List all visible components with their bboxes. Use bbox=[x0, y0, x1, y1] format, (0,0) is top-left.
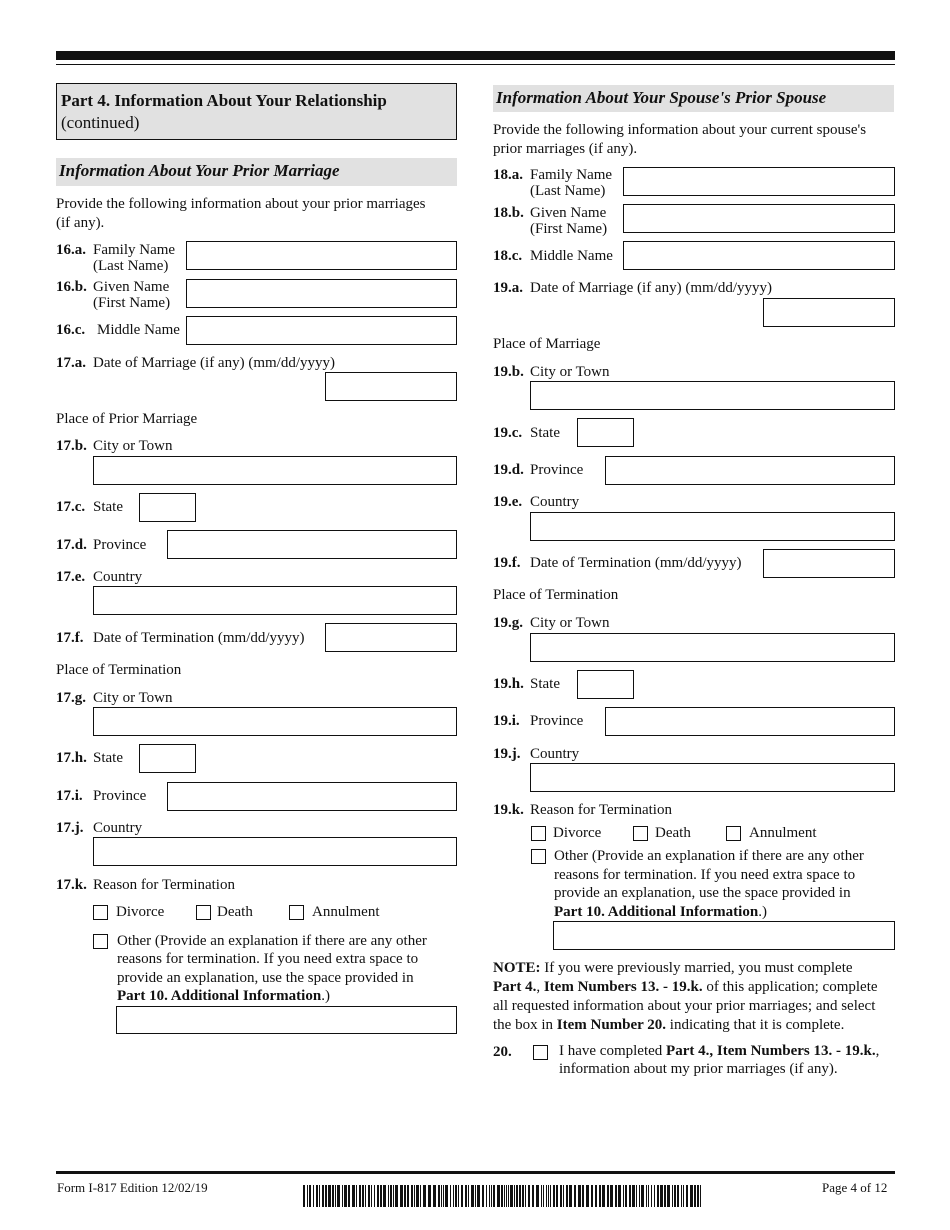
barcode-bar bbox=[471, 1185, 474, 1207]
barcode-bar bbox=[566, 1185, 568, 1207]
barcode-bar bbox=[335, 1185, 336, 1207]
barcode-bar bbox=[477, 1185, 480, 1207]
barcode-bar bbox=[599, 1185, 601, 1207]
barcode-bar bbox=[458, 1185, 459, 1207]
part-subtitle: (continued) bbox=[61, 113, 140, 132]
barcode-bar bbox=[416, 1185, 419, 1207]
barcode-bar bbox=[694, 1185, 696, 1207]
item-number: 19.g. bbox=[493, 615, 523, 631]
field-label: Date of Termination (mm/dd/yyyy) bbox=[93, 630, 305, 646]
item-number: 17.j. bbox=[56, 820, 84, 836]
field-label: City or Town bbox=[530, 615, 610, 631]
subsection-label: Place of Marriage bbox=[493, 336, 601, 352]
field-label: Country bbox=[530, 746, 580, 762]
intro-line: (if any). bbox=[56, 215, 105, 231]
barcode-bar bbox=[654, 1185, 655, 1207]
barcode-bar bbox=[632, 1185, 635, 1207]
subsection-label: Place of Termination bbox=[493, 587, 619, 603]
barcode-bar bbox=[690, 1185, 693, 1207]
item-number: 16.c. bbox=[56, 322, 86, 338]
barcode-bar bbox=[313, 1185, 314, 1207]
barcode-bar bbox=[380, 1185, 382, 1207]
checkbox-label: Death bbox=[655, 825, 691, 841]
field-label: Reason for Termination bbox=[93, 877, 235, 893]
barcode-bar bbox=[657, 1185, 659, 1207]
barcode-bar bbox=[325, 1185, 327, 1207]
spouse-termination-state-input[interactable] bbox=[577, 670, 634, 699]
state-input[interactable] bbox=[139, 493, 196, 522]
field-label: Province bbox=[93, 788, 147, 804]
city-input[interactable] bbox=[93, 456, 457, 485]
completed-text: information about my prior marriages (if any). bbox=[559, 1061, 838, 1077]
barcode-bar bbox=[506, 1185, 507, 1207]
field-label: Country bbox=[93, 820, 143, 836]
section-header-prior-marriage bbox=[56, 158, 457, 186]
barcode-bar bbox=[586, 1185, 589, 1207]
barcode-bar bbox=[660, 1185, 663, 1207]
barcode-bar bbox=[383, 1185, 386, 1207]
divorce-checkbox[interactable] bbox=[93, 905, 108, 920]
barcode-bar bbox=[393, 1185, 394, 1207]
barcode-bar bbox=[328, 1185, 331, 1207]
barcode-bar bbox=[344, 1185, 347, 1207]
barcode-bar bbox=[582, 1185, 584, 1207]
given-name-input[interactable] bbox=[186, 279, 457, 308]
barcode-bar bbox=[595, 1185, 597, 1207]
spouse-termination-country-input[interactable] bbox=[530, 763, 895, 792]
subsection-label: Place of Termination bbox=[56, 662, 182, 678]
other-text: Other (Provide an explanation if there are any other bbox=[117, 933, 427, 949]
item-number: 17.b. bbox=[56, 438, 87, 454]
barcode-bar bbox=[560, 1185, 562, 1207]
item-number: 16.b. bbox=[56, 279, 87, 295]
barcode-bar bbox=[407, 1185, 409, 1207]
barcode-bar bbox=[543, 1185, 544, 1207]
item-number: 19.h. bbox=[493, 676, 524, 692]
field-label: State bbox=[530, 425, 560, 441]
note-line: all requested information about your prior marriages; and select bbox=[493, 998, 876, 1014]
barcode-bar bbox=[648, 1185, 649, 1207]
item-number: 20. bbox=[493, 1044, 512, 1060]
spouse-death-checkbox[interactable] bbox=[633, 826, 648, 841]
item-number: 18.a. bbox=[493, 167, 523, 183]
barcode-bar bbox=[395, 1185, 398, 1207]
field-label: Middle Name bbox=[97, 322, 180, 338]
barcode-bar bbox=[368, 1185, 370, 1207]
barcode-bar bbox=[636, 1185, 637, 1207]
barcode-bar bbox=[332, 1185, 334, 1207]
barcode-bar bbox=[516, 1185, 518, 1207]
barcode-bar bbox=[563, 1185, 564, 1207]
checkbox-label: Divorce bbox=[553, 825, 602, 841]
barcode-bar bbox=[629, 1185, 631, 1207]
spouse-termination-city-input[interactable] bbox=[530, 633, 895, 662]
barcode-bar bbox=[371, 1185, 372, 1207]
barcode-bar bbox=[591, 1185, 593, 1207]
barcode-bar bbox=[664, 1185, 666, 1207]
barcode-bar bbox=[681, 1185, 682, 1207]
barcode-bar bbox=[404, 1185, 406, 1207]
barcode-bar bbox=[677, 1185, 679, 1207]
barcode-bar bbox=[528, 1185, 530, 1207]
barcode-bar bbox=[556, 1185, 558, 1207]
barcode-bar bbox=[686, 1185, 688, 1207]
field-label: Family Name bbox=[530, 167, 613, 183]
item-number: 17.i. bbox=[56, 788, 83, 804]
barcode-bar bbox=[433, 1185, 436, 1207]
barcode-bar bbox=[365, 1185, 366, 1207]
field-label: Province bbox=[93, 537, 147, 553]
barcode-bar bbox=[377, 1185, 379, 1207]
barcode-bar bbox=[428, 1185, 431, 1207]
barcode-bar bbox=[450, 1185, 451, 1207]
annulment-checkbox[interactable] bbox=[289, 905, 304, 920]
form-id: Form I-817 Edition 12/02/19 bbox=[57, 1180, 208, 1195]
barcode-bar bbox=[342, 1185, 343, 1207]
barcode-bar bbox=[550, 1185, 551, 1207]
field-label: Reason for Termination bbox=[530, 802, 672, 818]
item-number: 17.h. bbox=[56, 750, 87, 766]
item-number: 19.i. bbox=[493, 713, 520, 729]
termination-province-input[interactable] bbox=[167, 782, 457, 811]
barcode-bar bbox=[497, 1185, 500, 1207]
field-label: City or Town bbox=[530, 364, 610, 380]
barcode-bar bbox=[316, 1185, 318, 1207]
item-number: 19.a. bbox=[493, 280, 523, 296]
subsection-label: Place of Prior Marriage bbox=[56, 411, 198, 427]
item-number: 18.c. bbox=[493, 248, 523, 264]
barcode bbox=[303, 1185, 707, 1207]
spouse-other-explanation-input[interactable] bbox=[553, 921, 895, 950]
field-label: State bbox=[93, 750, 123, 766]
intro-line: prior marriages (if any). bbox=[493, 141, 638, 157]
item-number: 19.d. bbox=[493, 462, 524, 478]
spouse-termination-date-input[interactable] bbox=[763, 549, 895, 578]
barcode-bar bbox=[625, 1185, 627, 1207]
other-text: reasons for termination. If you need extra space to bbox=[117, 951, 419, 967]
barcode-bar bbox=[525, 1185, 526, 1207]
spouse-middle-name-input[interactable] bbox=[623, 241, 895, 270]
middle-name-input[interactable] bbox=[186, 316, 457, 345]
province-input[interactable] bbox=[167, 530, 457, 559]
field-label: Middle Name bbox=[530, 248, 613, 264]
barcode-bar bbox=[522, 1185, 524, 1207]
barcode-bar bbox=[337, 1185, 340, 1207]
barcode-bar bbox=[697, 1185, 699, 1207]
barcode-bar bbox=[667, 1185, 670, 1207]
barcode-bar bbox=[541, 1185, 542, 1207]
barcode-bar bbox=[352, 1185, 355, 1207]
barcode-bar bbox=[519, 1185, 521, 1207]
barcode-bar bbox=[641, 1185, 644, 1207]
field-label: Province bbox=[530, 713, 584, 729]
other-text: provide an explanation, use the space provided in bbox=[554, 885, 851, 901]
field-label: Given Name bbox=[530, 205, 607, 221]
barcode-bar bbox=[546, 1185, 547, 1207]
barcode-bar bbox=[465, 1185, 467, 1207]
item-number: 19.k. bbox=[493, 802, 524, 818]
checkbox-label: Divorce bbox=[116, 904, 165, 920]
field-label: Date of Marriage (if any) (mm/dd/yyyy) bbox=[93, 355, 335, 371]
item-number: 17.e. bbox=[56, 569, 86, 585]
field-label: Date of Termination (mm/dd/yyyy) bbox=[530, 555, 742, 571]
spouse-city-input[interactable] bbox=[530, 381, 895, 410]
item-number: 17.d. bbox=[56, 537, 87, 553]
barcode-bar bbox=[508, 1185, 509, 1207]
barcode-bar bbox=[532, 1185, 534, 1207]
barcode-bar bbox=[319, 1185, 320, 1207]
barcode-bar bbox=[501, 1185, 503, 1207]
other-text: provide an explanation, use the space provided in bbox=[117, 970, 414, 986]
barcode-bar bbox=[423, 1185, 426, 1207]
bottom-rule bbox=[56, 1171, 895, 1174]
field-label: City or Town bbox=[93, 438, 173, 454]
page-number: Page 4 of 12 bbox=[822, 1180, 888, 1195]
barcode-bar bbox=[574, 1185, 576, 1207]
field-label: Given Name bbox=[93, 279, 170, 295]
barcode-bar bbox=[482, 1185, 484, 1207]
field-label: Country bbox=[93, 569, 143, 585]
barcode-bar bbox=[639, 1185, 640, 1207]
field-label: (First Name) bbox=[530, 221, 608, 237]
barcode-bar bbox=[307, 1185, 308, 1207]
intro-line: Provide the following information about your prior marriages bbox=[56, 196, 426, 212]
family-name-input[interactable] bbox=[186, 241, 457, 270]
barcode-bar bbox=[359, 1185, 361, 1207]
section-header-spouse-prior-spouse bbox=[493, 85, 894, 112]
field-label: Country bbox=[530, 494, 580, 510]
completed-text: I have completed Part 4., Item Numbers 13. - 19.k., bbox=[559, 1043, 880, 1059]
barcode-bar bbox=[536, 1185, 539, 1207]
field-label: State bbox=[530, 676, 560, 692]
field-label: (Last Name) bbox=[93, 258, 169, 274]
barcode-bar bbox=[443, 1185, 444, 1207]
item-number: 17.f. bbox=[56, 630, 84, 646]
section-title: Information About Your Spouse's Prior Spouse bbox=[496, 88, 827, 107]
spouse-termination-province-input[interactable] bbox=[605, 707, 895, 736]
other-explanation-input[interactable] bbox=[116, 1006, 457, 1034]
barcode-bar bbox=[455, 1185, 457, 1207]
barcode-bar bbox=[674, 1185, 676, 1207]
spouse-province-input[interactable] bbox=[605, 456, 895, 485]
spouse-other-checkbox[interactable] bbox=[531, 849, 546, 864]
other-text: reasons for termination. If you need extra space to bbox=[554, 867, 856, 883]
intro-line: Provide the following information about your current spouse's bbox=[493, 122, 867, 138]
spouse-divorce-checkbox[interactable] bbox=[531, 826, 546, 841]
barcode-bar bbox=[374, 1185, 375, 1207]
termination-state-input[interactable] bbox=[139, 744, 196, 773]
item-number: 17.g. bbox=[56, 690, 86, 706]
note-line: Part 4., Item Numbers 13. - 19.k. of this application; complete bbox=[493, 979, 878, 995]
item-number: 19.b. bbox=[493, 364, 524, 380]
spouse-annulment-checkbox[interactable] bbox=[726, 826, 741, 841]
barcode-bar bbox=[569, 1185, 572, 1207]
spouse-country-input[interactable] bbox=[530, 512, 895, 541]
barcode-bar bbox=[309, 1185, 311, 1207]
item-number: 19.c. bbox=[493, 425, 523, 441]
barcode-bar bbox=[548, 1185, 549, 1207]
item-number: 16.a. bbox=[56, 242, 86, 258]
barcode-bar bbox=[683, 1185, 684, 1207]
barcode-bar bbox=[618, 1185, 621, 1207]
barcode-bar bbox=[411, 1185, 413, 1207]
item-number: 19.e. bbox=[493, 494, 523, 510]
barcode-bar bbox=[420, 1185, 421, 1207]
note-line: the box in Item Number 20. indicating that it is complete. bbox=[493, 1017, 845, 1033]
item-number: 18.b. bbox=[493, 205, 524, 221]
barcode-bar bbox=[607, 1185, 609, 1207]
barcode-bar bbox=[362, 1185, 364, 1207]
barcode-bar bbox=[602, 1185, 605, 1207]
item-number: 17.a. bbox=[56, 355, 86, 371]
note-line: NOTE: If you were previously married, you must complete bbox=[493, 960, 853, 976]
barcode-bar bbox=[489, 1185, 490, 1207]
barcode-bar bbox=[504, 1185, 505, 1207]
part-header bbox=[56, 83, 457, 140]
top-rule-thick bbox=[56, 51, 895, 60]
barcode-bar bbox=[390, 1185, 392, 1207]
spouse-state-input[interactable] bbox=[577, 418, 634, 447]
barcode-bar bbox=[610, 1185, 613, 1207]
barcode-bar bbox=[646, 1185, 647, 1207]
barcode-bar bbox=[453, 1185, 454, 1207]
barcode-bar bbox=[700, 1185, 701, 1207]
checkbox-label: Death bbox=[217, 904, 253, 920]
spouse-given-name-input[interactable] bbox=[623, 204, 895, 233]
termination-date-input[interactable] bbox=[325, 623, 457, 652]
barcode-bar bbox=[514, 1185, 515, 1207]
item-number: 19.j. bbox=[493, 746, 521, 762]
top-rule-thin bbox=[56, 64, 895, 65]
checkbox-label: Annulment bbox=[312, 904, 380, 920]
field-label: (Last Name) bbox=[530, 183, 606, 199]
barcode-bar bbox=[486, 1185, 487, 1207]
field-label: (First Name) bbox=[93, 295, 171, 311]
barcode-bar bbox=[303, 1185, 305, 1207]
date-of-marriage-input[interactable] bbox=[325, 372, 457, 401]
barcode-bar bbox=[651, 1185, 652, 1207]
item-number: 19.f. bbox=[493, 555, 521, 571]
checkbox-label: Annulment bbox=[749, 825, 817, 841]
other-text: Part 10. Additional Information.) bbox=[117, 988, 330, 1004]
barcode-bar bbox=[510, 1185, 513, 1207]
barcode-bar bbox=[623, 1185, 624, 1207]
barcode-bar bbox=[356, 1185, 357, 1207]
barcode-bar bbox=[578, 1185, 581, 1207]
barcode-bar bbox=[438, 1185, 440, 1207]
death-checkbox[interactable] bbox=[196, 905, 211, 920]
barcode-bar bbox=[461, 1185, 463, 1207]
termination-country-input[interactable] bbox=[93, 837, 457, 866]
section-title: Information About Your Prior Marriage bbox=[59, 161, 340, 180]
completed-checkbox[interactable] bbox=[533, 1045, 548, 1060]
field-label: Family Name bbox=[93, 242, 176, 258]
field-label: Date of Marriage (if any) (mm/dd/yyyy) bbox=[530, 280, 772, 296]
item-number: 17.k. bbox=[56, 877, 87, 893]
barcode-bar bbox=[388, 1185, 389, 1207]
other-text: Other (Provide an explanation if there are any other bbox=[554, 848, 864, 864]
barcode-bar bbox=[400, 1185, 403, 1207]
spouse-family-name-input[interactable] bbox=[623, 167, 895, 196]
field-label: City or Town bbox=[93, 690, 173, 706]
field-label: State bbox=[93, 499, 123, 515]
barcode-bar bbox=[348, 1185, 350, 1207]
barcode-bar bbox=[493, 1185, 495, 1207]
barcode-bar bbox=[615, 1185, 617, 1207]
barcode-bar bbox=[672, 1185, 673, 1207]
barcode-bar bbox=[553, 1185, 555, 1207]
barcode-bar bbox=[491, 1185, 492, 1207]
part-title: Part 4. Information About Your Relationship bbox=[61, 91, 387, 110]
barcode-bar bbox=[322, 1185, 324, 1207]
barcode-bar bbox=[414, 1185, 415, 1207]
barcode-bar bbox=[445, 1185, 448, 1207]
item-number: 17.c. bbox=[56, 499, 86, 515]
other-text: Part 10. Additional Information.) bbox=[554, 904, 767, 920]
field-label: Province bbox=[530, 462, 584, 478]
termination-city-input[interactable] bbox=[93, 707, 457, 736]
barcode-bar bbox=[441, 1185, 442, 1207]
spouse-date-of-marriage-input[interactable] bbox=[763, 298, 895, 327]
barcode-bar bbox=[468, 1185, 469, 1207]
country-input[interactable] bbox=[93, 586, 457, 615]
other-checkbox[interactable] bbox=[93, 934, 108, 949]
barcode-bar bbox=[475, 1185, 476, 1207]
